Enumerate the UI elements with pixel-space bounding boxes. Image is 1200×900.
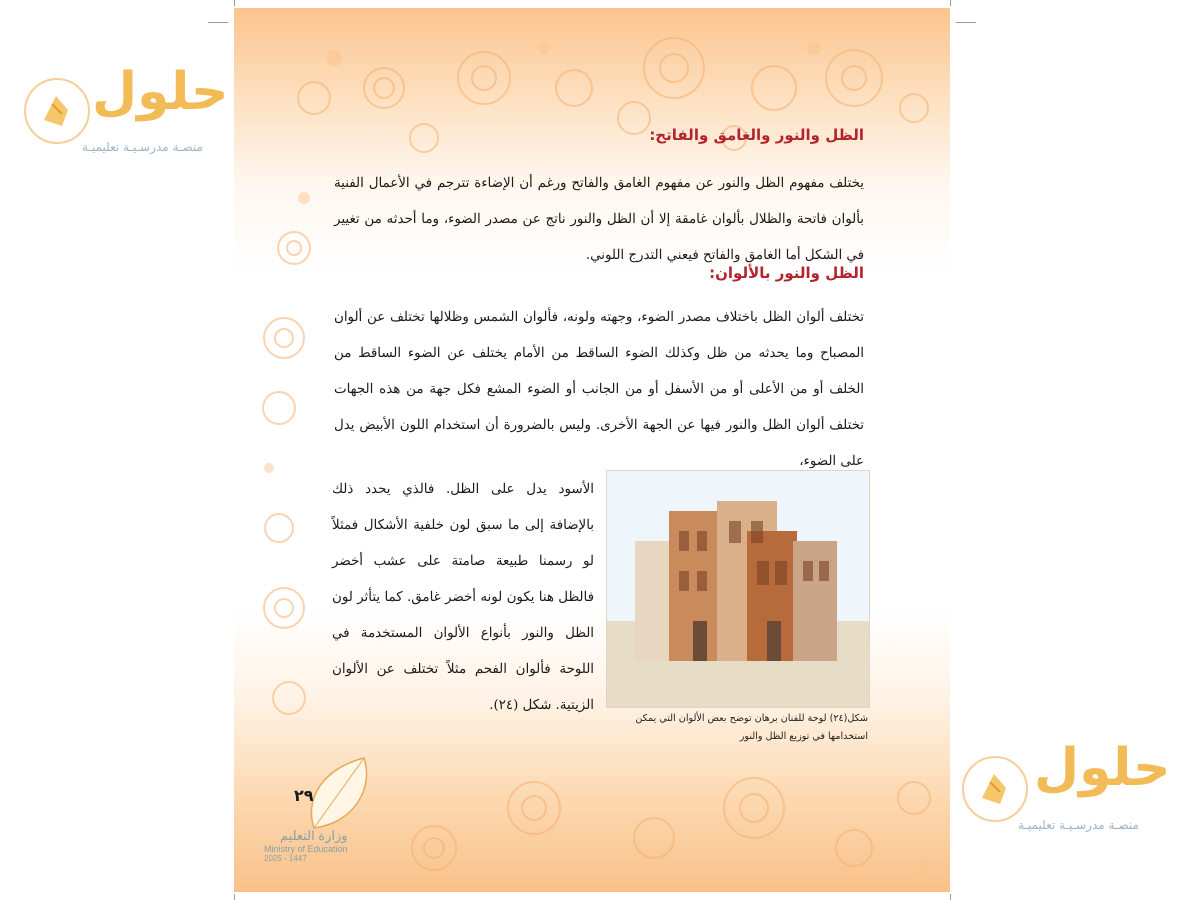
crop-mark-bottom-left xyxy=(234,894,235,900)
ministry-name-english: Ministry of Education xyxy=(264,844,348,854)
section-heading-light-colors: الظل والنور بالألوان: xyxy=(709,264,864,282)
watermark-logo-icon xyxy=(24,78,90,144)
crop-mark-right-top xyxy=(956,22,976,23)
watermark-left xyxy=(20,62,240,162)
watermark-logo-icon-right xyxy=(962,756,1028,822)
paragraph-light-colors: تختلف ألوان الظل باختلاف مصدر الضوء، وجهته ولونه، فألوان الشمس وظلالها تختلف عن ألوان المصباح وما يحدثه من ظل وكذلك الضوء الساقط من الأمام يختلف عن الضوء الساقط من الخلف أو من الأعلى أو من الأسفل أو من الجانب أو الضوء المشع فكل جهة من هذه الجهات تختلف ألوان الظل والنور فيها عن الجهة الأخرى. وليس بالضرورة أن استخدام اللون الأبيض يدل على الضوء، xyxy=(334,310,864,469)
watermark-subtitle: منصـة مدرسـيـة تعليميـة xyxy=(82,140,203,154)
crop-mark-left-top xyxy=(208,22,228,23)
watermark-word-right: حلول xyxy=(1034,738,1171,798)
ministry-logo xyxy=(264,828,348,863)
section-heading-light-dark: الظل والنور والغامق والفاتح: xyxy=(649,126,864,144)
watermark-subtitle-right: منصـة مدرسـيـة تعليميـة xyxy=(1018,818,1139,832)
page-number: ٢٩ xyxy=(294,786,314,805)
crop-mark-top-right xyxy=(950,0,951,6)
watermark-word: حلول xyxy=(92,62,229,122)
painting-figure xyxy=(606,470,870,708)
painting-image xyxy=(607,471,869,707)
ministry-name-arabic: وزارة التعليم xyxy=(280,828,348,843)
paragraph-continued: الأسود يدل على الظل. فالذي يحدد ذلك بالإضافة إلى ما سبق لون خلفية الأشكال فمثلاً لو رسمنا طبيعة صامتة على عشب أخضر فالظل هنا يكون لونه أخضر غامق. كما يتأثر لون الظل والنور بأنواع الألوان المستخدمة في اللوحة فألوان الفحم مثلاً تختلف عن الألوان الزيتية. شكل (٢٤). xyxy=(332,482,594,713)
paragraph-light-dark: يختلف مفهوم الظل والنور عن مفهوم الغامق والفاتح ورغم أن الإضاءة تترجم في الأعمال الفنية بألوان فاتحة والظلال بألوان غامقة إلا أن الظل والنور ناتج عن مصدر الضوء، وما أحدثه من تغيير في الشكل أما الغامق والفاتح فيعني التدرج اللوني. xyxy=(334,176,864,263)
crop-mark-top-left xyxy=(234,0,235,6)
figure-caption: شكل(٢٤) لوحة للفنان برهان توضح بعض الألوان التي يمكن استخدامها في توزيع الظل والنور xyxy=(635,713,868,742)
crop-mark-bottom-right xyxy=(950,894,951,900)
watermark-right xyxy=(960,738,1192,848)
book-page xyxy=(234,8,950,892)
ministry-years: 2025 - 1447 xyxy=(264,854,307,863)
